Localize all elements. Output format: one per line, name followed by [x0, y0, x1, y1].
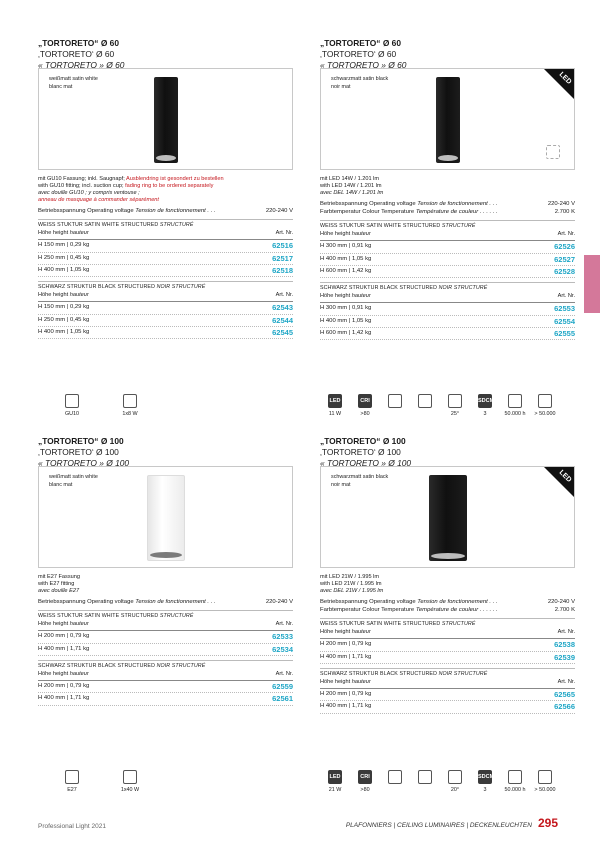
feature-icons [43, 394, 159, 417]
product-photo [320, 68, 575, 170]
product-block [320, 38, 575, 71]
table-row [38, 315, 293, 327]
description-part: avec DEL 14W / 1.201 lm [320, 190, 384, 196]
feature-value: 20° [450, 787, 460, 793]
earth-icon [380, 770, 410, 793]
header-size-label: Höhe height [38, 230, 70, 236]
gu10-bulb-icon [43, 394, 101, 417]
table-header-size [320, 677, 371, 688]
product-photo [38, 466, 293, 568]
description-part: with E27 fitting [38, 581, 75, 587]
lamp-opening [438, 155, 458, 161]
voltage-label-fr: Tension de fonctionnement . . . [417, 201, 498, 207]
row-size: H 150 mm | 0,29 kg [38, 242, 90, 249]
variant-title: SCHWARZ STRUKTUR BLACK STRUCTURED [320, 670, 439, 677]
voltage-value: 220-240 V [547, 599, 575, 605]
voltage-label [38, 598, 216, 606]
row-size: H 400 mm | 1,71 kg [320, 653, 372, 660]
row-size: H 200 mm | 0,79 kg [320, 641, 372, 648]
cri-icon [350, 394, 380, 417]
row-article-number: 62559 [272, 682, 293, 692]
lifetime-icon-glyph [508, 770, 522, 784]
voltage-label-fr: Tension de fonctionnement . . . [135, 599, 216, 605]
variant-title-fr: STRUCTURÉ [441, 223, 476, 229]
description-part: mit LED 21W / 1.995 lm [320, 574, 380, 580]
e27-bulb-icon [43, 770, 101, 793]
header-size-label: Höhe height [38, 670, 70, 677]
led-icon [320, 394, 350, 417]
variant-section-title [38, 219, 293, 228]
table-header [320, 291, 575, 303]
step-icon [470, 770, 500, 793]
footer [38, 816, 558, 830]
gu10-bulb-icon-glyph [65, 394, 79, 408]
table-row [38, 240, 293, 252]
variant-title-fr: STRUCTURÉ [441, 621, 476, 627]
lifetime-icon [500, 770, 530, 793]
table-header-art: Art. Nr. [557, 231, 575, 237]
feature-value: >80 [360, 787, 370, 793]
switch-cycles-icon [530, 770, 560, 793]
beam-angle-icon-glyph [448, 394, 462, 408]
title-en: ‚TORTORETO‘ Ø 100 [320, 447, 401, 457]
product-info [320, 176, 575, 340]
header-size-label-fr: hauteur [69, 230, 89, 236]
photo-label [331, 473, 388, 489]
photo-label-line: schwarzmatt satin black [331, 76, 389, 82]
variant-title: WEISS STUKTUR SATIN WHITE STRUCTURED [320, 223, 442, 229]
voltage-label-de-en: Betriebsspannung Operating voltage [320, 201, 418, 207]
header-size-label: Höhe height [320, 231, 352, 237]
led-corner-text: LED [557, 71, 573, 86]
step-icon [470, 394, 500, 417]
product-title [320, 436, 575, 469]
table-row [38, 681, 293, 693]
table-header [38, 228, 293, 240]
feature-value: 3 [483, 787, 487, 793]
header-size-label-fr: hauteur [351, 629, 371, 635]
header-size-label-fr: hauteur [351, 678, 371, 685]
led-corner-text: LED [557, 469, 573, 484]
color-temp-label-fr: Température de couleur . . . . . . [415, 209, 498, 215]
page-number: 295 [537, 816, 558, 830]
table-header-size [320, 291, 371, 302]
header-size-label: Höhe height [320, 678, 352, 685]
switch-cycles-icon-glyph [538, 394, 552, 408]
table-row [38, 302, 293, 314]
title-fr: « TORTORETO » Ø 100 [38, 458, 130, 468]
lamp-opening [431, 553, 465, 559]
table-row [320, 328, 575, 340]
color-temp-value: 2.700 K [554, 209, 575, 215]
switch-cycles-icon [530, 394, 560, 417]
e27-bulb-icon-glyph [65, 770, 79, 784]
header-size-label: Höhe height [320, 629, 352, 635]
table-row [320, 689, 575, 701]
feature-value: > 50.000 [534, 411, 556, 417]
photo-label-line: blanc mat [49, 482, 73, 488]
table-row [320, 639, 575, 651]
table-header-art: Art. Nr. [275, 230, 293, 236]
table-header-size [38, 290, 89, 301]
product-photo [320, 466, 575, 568]
row-size: H 400 mm | 1,71 kg [38, 645, 90, 652]
feature-value: > 50.000 [534, 787, 556, 793]
photo-label-line: noir mat [331, 84, 351, 90]
cri-icon [350, 770, 380, 793]
variant-section-title [320, 668, 575, 677]
title-fr: « TORTORETO » Ø 60 [38, 60, 125, 70]
description-part: mit E27 Fassung [38, 574, 80, 580]
table-header [38, 669, 293, 681]
table-row [320, 701, 575, 713]
photo-label [331, 75, 388, 91]
variant-title: WEISS STUKTUR SATIN WHITE STRUCTURED [38, 222, 160, 228]
led-icon-glyph: LED [328, 770, 342, 784]
product-block [320, 436, 575, 469]
row-size: H 250 mm | 0,45 kg [38, 254, 90, 261]
row-size: H 250 mm | 0,45 kg [38, 316, 90, 323]
description [320, 176, 575, 197]
voltage-label-de-en: Betriebsspannung Operating voltage [320, 599, 418, 605]
feature-icons [320, 770, 560, 793]
mini-light-icon [546, 145, 560, 159]
description-part: mit GU10 Fassung; inkl. Saugnapf; [38, 176, 126, 182]
product-block [38, 38, 293, 71]
row-article-number: 62545 [272, 328, 293, 338]
feature-value: E27 [67, 787, 77, 793]
title-en: ‚TORTORETO‘ Ø 100 [38, 447, 119, 457]
title-en: ‚TORTORETO‘ Ø 60 [38, 49, 115, 59]
row-article-number: 62554 [554, 316, 575, 326]
variant-title: SCHWARZ STRUKTUR BLACK STRUCTURED [38, 662, 157, 669]
feature-value: 50.000 h [504, 411, 526, 417]
feature-value: >80 [360, 411, 370, 417]
switch-cycles-icon-glyph [538, 770, 552, 784]
table-row [320, 254, 575, 266]
product-info [38, 574, 293, 706]
table-header-size [38, 669, 89, 680]
color-temp-line [320, 606, 575, 614]
table-header-art: Art. Nr. [557, 293, 575, 300]
header-size-label-fr: hauteur [351, 231, 371, 237]
description [320, 574, 575, 595]
row-article-number: 62539 [554, 652, 575, 662]
variant-section-title [38, 610, 293, 619]
section-tab [584, 255, 600, 313]
header-size-label-fr: hauteur [69, 621, 89, 627]
no-dimm-icon [410, 770, 440, 793]
photo-label [49, 75, 98, 91]
table-row [320, 241, 575, 253]
table-header-art: Art. Nr. [275, 670, 293, 677]
header-size-label-fr: hauteur [69, 670, 89, 677]
header-size-label: Höhe height [38, 292, 70, 299]
row-article-number: 62526 [554, 242, 575, 252]
feature-value: 21 W [328, 787, 342, 793]
row-article-number: 62527 [554, 254, 575, 264]
row-article-number: 62544 [272, 315, 293, 325]
title-fr: « TORTORETO » Ø 100 [320, 458, 412, 468]
header-size-label-fr: hauteur [351, 293, 371, 300]
row-article-number: 62516 [272, 241, 293, 251]
product-info [320, 574, 575, 714]
table-row [38, 631, 293, 643]
feature-value: 50.000 h [504, 787, 526, 793]
voltage-line [38, 598, 293, 606]
photo-label-line: weißmatt satin white [49, 76, 98, 82]
lamp-watt-icon-glyph [123, 394, 137, 408]
variant-section-title [38, 281, 293, 290]
description-part: avec DEL 21W / 1.995 lm [320, 588, 384, 594]
row-article-number: 62533 [272, 632, 293, 642]
row-size: H 300 mm | 0,91 kg [320, 305, 372, 312]
feature-icons [320, 394, 560, 417]
table-header-art: Art. Nr. [557, 678, 575, 685]
voltage-label-fr: Tension de fonctionnement . . . [417, 599, 498, 605]
voltage-label [320, 200, 498, 208]
description-part: anneau de masquage à commander séparément [38, 197, 159, 203]
row-size: H 300 mm | 0,91 kg [320, 243, 372, 250]
title-de: „TORTORETO“ Ø 60 [38, 38, 119, 48]
product-block [38, 436, 293, 469]
lamp-image [154, 77, 178, 163]
lamp-watt-icon [101, 394, 159, 417]
photo-label-line: schwarzmatt satin black [331, 474, 389, 480]
earth-icon [380, 394, 410, 417]
row-size: H 400 mm | 1,05 kg [38, 266, 90, 273]
description-part: with GU10 fitting; incl. suction cup; [38, 183, 126, 189]
variant-title-fr: NOIR STRUCTURÉ [438, 670, 488, 677]
description-part: mit LED 14W / 1.201 lm [320, 176, 380, 182]
table-row [320, 266, 575, 278]
color-temp-label-de-en: Farbtemperatur Colour Temperature [320, 209, 416, 215]
earth-icon-glyph [388, 770, 402, 784]
lamp-image [436, 77, 460, 163]
voltage-label-de-en: Betriebsspannung Operating voltage [38, 599, 136, 605]
product-photo [38, 68, 293, 170]
table-row [320, 303, 575, 315]
table-header-size [38, 228, 89, 239]
lamp-opening [156, 155, 176, 161]
voltage-value: 220-240 V [265, 208, 293, 214]
color-temp-label-de-en: Farbtemperatur Colour Temperature [320, 607, 416, 613]
row-article-number: 62566 [554, 702, 575, 712]
color-temp-label-fr: Température de couleur . . . . . . [415, 607, 498, 613]
table-row [38, 644, 293, 656]
no-dimm-icon [410, 394, 440, 417]
feature-value: 3 [483, 411, 487, 417]
variant-title: SCHWARZ STRUKTUR BLACK STRUCTURED [320, 285, 439, 292]
header-size-label: Höhe height [38, 621, 70, 627]
footer-left: Professional Light 2021 [38, 823, 106, 830]
feature-value: GU10 [64, 411, 80, 417]
table-row [38, 253, 293, 265]
variant-title-fr: NOIR STRUCTURÉ [438, 285, 488, 292]
lifetime-icon [500, 394, 530, 417]
row-size: H 600 mm | 1,42 kg [320, 330, 372, 337]
title-de: „TORTORETO“ Ø 60 [320, 38, 401, 48]
variant-section-title [320, 220, 575, 229]
earth-icon-glyph [388, 394, 402, 408]
no-dimm-icon-glyph [418, 770, 432, 784]
variant-section-title [320, 618, 575, 627]
table-header [38, 619, 293, 631]
table-header-art: Art. Nr. [275, 621, 293, 627]
feature-value: 11 W [328, 411, 342, 417]
lamp-image [147, 475, 185, 561]
voltage-label [38, 207, 216, 215]
row-article-number: 62517 [272, 253, 293, 263]
row-article-number: 62555 [554, 329, 575, 339]
row-article-number: 62538 [554, 640, 575, 650]
product-title [38, 436, 293, 469]
row-size: H 400 mm | 1,05 kg [320, 255, 372, 262]
led-icon [320, 770, 350, 793]
title-de: „TORTORETO“ Ø 100 [320, 436, 406, 446]
row-size: H 150 mm | 0,29 kg [38, 304, 90, 311]
feature-value: 1x40 W [120, 787, 140, 793]
voltage-value: 220-240 V [265, 599, 293, 605]
row-size: H 600 mm | 1,42 kg [320, 267, 372, 274]
description-part: Ausblendring ist gesondert zu bestellen [126, 176, 224, 182]
color-temp-label [320, 606, 498, 614]
table-row [38, 265, 293, 277]
product-title [320, 38, 575, 71]
step-icon-glyph: SDCM [478, 770, 492, 784]
table-header [320, 677, 575, 689]
row-size: H 200 mm | 0,79 kg [38, 633, 90, 640]
row-size: H 200 mm | 0,79 kg [38, 683, 90, 690]
product-info [38, 176, 293, 339]
row-article-number: 62565 [554, 690, 575, 700]
variant-title-fr: NOIR STRUCTURÉ [156, 662, 206, 669]
feature-icons [43, 770, 159, 793]
color-temp-label [320, 208, 498, 216]
row-article-number: 62543 [272, 303, 293, 313]
variant-section-title [38, 660, 293, 669]
description-part: avec douille E27 [38, 588, 80, 594]
voltage-line [38, 207, 293, 215]
step-icon-glyph: SDCM [478, 394, 492, 408]
description [38, 176, 293, 204]
lifetime-icon-glyph [508, 394, 522, 408]
photo-label-line: weißmatt satin white [49, 474, 98, 480]
description [38, 574, 293, 595]
feature-value: 1x8 W [122, 411, 138, 417]
cri-icon-glyph: CRI [358, 394, 372, 408]
description-part: fading ring to be ordered separately [125, 183, 214, 189]
footer-right [346, 816, 558, 830]
variant-title: WEISS STUKTUR SATIN WHITE STRUCTURED [38, 613, 160, 619]
table-header-art: Art. Nr. [275, 292, 293, 299]
description-part: with LED 21W / 1.995 lm [320, 581, 382, 587]
description-part: avec douille GU10 ; y compris ventouse ; [38, 190, 140, 196]
voltage-label-fr: Tension de fonctionnement . . . [135, 208, 216, 214]
table-header [320, 229, 575, 241]
color-temp-value: 2.700 K [554, 607, 575, 613]
description-part: with LED 14W / 1.201 lm [320, 183, 382, 189]
row-size: H 400 mm | 1,05 kg [320, 317, 372, 324]
row-size: H 400 mm | 1,05 kg [38, 329, 90, 336]
table-header [38, 290, 293, 302]
voltage-line [320, 200, 575, 208]
variant-title: WEISS STUKTUR SATIN WHITE STRUCTURED [320, 621, 442, 627]
lamp-image [429, 475, 467, 561]
title-fr: « TORTORETO » Ø 60 [320, 60, 407, 70]
table-row [38, 327, 293, 339]
table-header-art: Art. Nr. [557, 629, 575, 635]
lamp-watt-icon [101, 770, 159, 793]
variant-section-title [320, 282, 575, 291]
table-header-size [320, 229, 371, 240]
table-row [320, 316, 575, 328]
voltage-label [320, 598, 498, 606]
row-article-number: 62518 [272, 265, 293, 275]
feature-value: 25° [450, 411, 460, 417]
table-header-size [38, 619, 89, 630]
beam-angle-icon [440, 394, 470, 417]
row-article-number: 62561 [272, 694, 293, 704]
footer-category: PLAFONNIERS | CEILING LUMINAIRES | DECKENLEUCHTEN [345, 822, 532, 829]
row-size: H 200 mm | 0,79 kg [320, 691, 372, 698]
beam-angle-icon-glyph [448, 770, 462, 784]
voltage-line [320, 598, 575, 606]
beam-angle-icon [440, 770, 470, 793]
table-row [38, 693, 293, 705]
variant-title-fr: NOIR STRUCTURÉ [156, 284, 206, 291]
row-size: H 400 mm | 1,71 kg [320, 703, 372, 710]
photo-label-line: blanc mat [49, 84, 73, 90]
variant-title-fr: STRUCTURÉ [159, 222, 194, 228]
variant-title: SCHWARZ STRUKTUR BLACK STRUCTURED [38, 284, 157, 291]
voltage-value: 220-240 V [547, 201, 575, 207]
table-row [320, 652, 575, 664]
row-article-number: 62528 [554, 266, 575, 276]
led-icon-glyph: LED [328, 394, 342, 408]
product-title [38, 38, 293, 71]
photo-label-line: noir mat [331, 482, 351, 488]
row-article-number: 62534 [272, 644, 293, 654]
row-size: H 400 mm | 1,71 kg [38, 695, 90, 702]
cri-icon-glyph: CRI [358, 770, 372, 784]
lamp-opening [150, 552, 182, 558]
title-de: „TORTORETO“ Ø 100 [38, 436, 124, 446]
lamp-watt-icon-glyph [123, 770, 137, 784]
voltage-label-de-en: Betriebsspannung Operating voltage [38, 208, 136, 214]
color-temp-line [320, 208, 575, 216]
header-size-label: Höhe height [320, 293, 352, 300]
row-article-number: 62553 [554, 304, 575, 314]
variant-title-fr: STRUCTURÉ [159, 613, 194, 619]
title-en: ‚TORTORETO‘ Ø 60 [320, 49, 397, 59]
photo-label [49, 473, 98, 489]
header-size-label-fr: hauteur [69, 292, 89, 299]
no-dimm-icon-glyph [418, 394, 432, 408]
table-header-size [320, 627, 371, 638]
table-header [320, 627, 575, 639]
